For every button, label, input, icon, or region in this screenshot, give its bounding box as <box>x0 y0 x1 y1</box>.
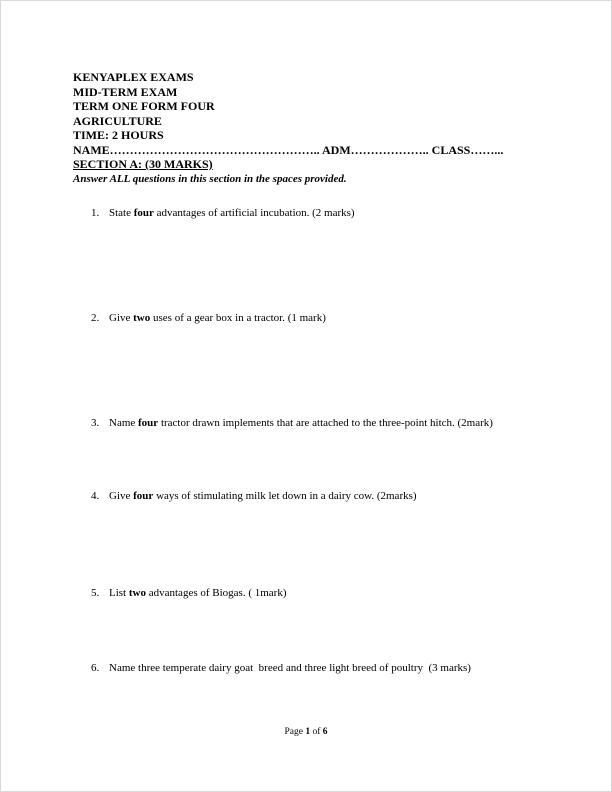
question-6-text-pre: Name three temperate dairy goat breed and three light breed of poultry (3 marks) <box>109 662 471 674</box>
section-a-title: SECTION A: (30 MARKS) <box>73 157 213 171</box>
question-4-text-pre: Give <box>109 490 134 502</box>
question-2-text-pre: Give <box>109 312 134 324</box>
footer-total-pages: 6 <box>322 727 328 737</box>
question-4-bold-word: four <box>133 490 154 502</box>
question-3-text-pre: Name <box>109 417 139 429</box>
exam-time-line: TIME: 2 HOURS <box>73 128 164 142</box>
question-2-text <box>109 311 551 325</box>
exam-type-line: MID-TERM EXAM <box>73 84 178 99</box>
question-1-text-post: advantages of artificial incubation. (2 marks) <box>153 207 355 219</box>
question-2 <box>91 311 551 325</box>
question-2-text-post: uses of a gear box in a tractor. (1 mark) <box>150 312 326 324</box>
footer-page-number: 1 <box>305 727 311 737</box>
question-6-text <box>109 661 551 675</box>
exam-subject-line: AGRICULTURE <box>73 113 162 128</box>
question-1-text-pre: State <box>109 207 134 219</box>
question-5-text-pre: List <box>109 587 129 599</box>
footer-of-label: of <box>310 727 323 737</box>
question-4-number: 4. <box>91 490 100 502</box>
question-1-text <box>109 206 551 220</box>
footer-page-label: Page <box>284 727 306 737</box>
question-2-number: 2. <box>91 312 100 324</box>
questions-list <box>91 206 551 675</box>
question-4-text <box>109 489 551 503</box>
question-4 <box>91 489 551 503</box>
question-1-bold-word: four <box>133 207 154 219</box>
question-6-number: 6. <box>91 662 100 674</box>
question-3 <box>91 416 551 430</box>
section-instructions: Answer ALL questions in this section in the spaces provided. <box>73 172 347 185</box>
question-4-text-post: ways of stimulating milk let down in a dairy cow. (2marks) <box>153 490 417 502</box>
question-5 <box>91 586 551 600</box>
question-5-number: 5. <box>91 587 100 599</box>
exam-header <box>73 70 553 186</box>
question-5-bold-word: two <box>128 587 146 599</box>
question-2-bold-word: two <box>133 312 151 324</box>
name-adm-class-line: NAME…………………………………………….. ADM……………….. CLASS……... <box>73 142 504 157</box>
question-3-number: 3. <box>91 417 100 429</box>
question-1-number: 1. <box>91 207 100 219</box>
question-3-text-post: tractor drawn implements that are attached to the three-point hitch. (2mark) <box>158 417 493 429</box>
question-5-text <box>109 586 551 600</box>
question-3-text <box>109 416 551 430</box>
question-3-bold-word: four <box>138 417 159 429</box>
question-1 <box>91 206 551 220</box>
exam-term-line: TERM ONE FORM FOUR <box>73 99 215 113</box>
exam-title-line: KENYAPLEX EXAMS <box>73 70 194 84</box>
page-footer <box>1 727 611 737</box>
question-5-text-post: advantages of Biogas. ( 1mark) <box>145 587 287 599</box>
question-6 <box>91 661 551 675</box>
